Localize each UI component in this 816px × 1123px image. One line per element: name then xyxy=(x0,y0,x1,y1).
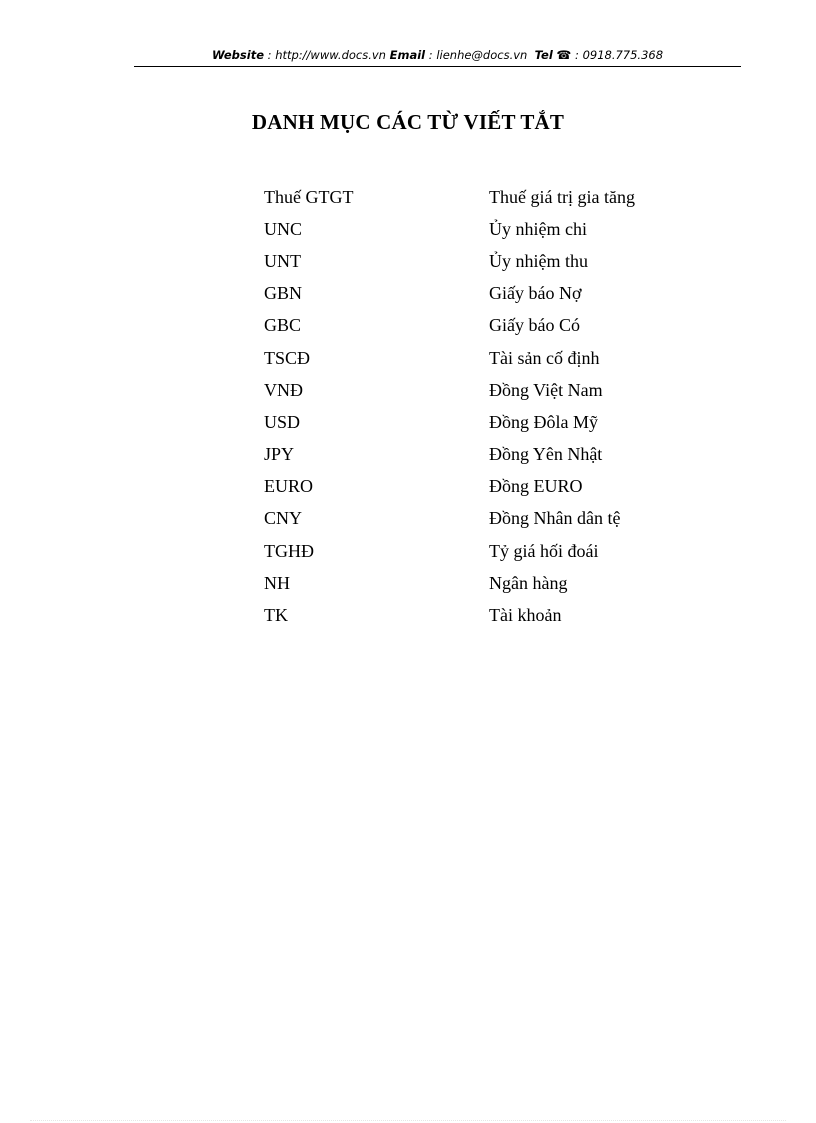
abbreviation-term: EURO xyxy=(264,476,313,497)
abbreviation-row xyxy=(264,535,684,567)
abbreviation-definition: Đồng Việt Nam xyxy=(489,379,603,400)
abbreviation-term: USD xyxy=(264,411,301,432)
email-label: Email xyxy=(389,48,426,62)
tel-label: Tel xyxy=(534,48,553,62)
abbreviation-list xyxy=(264,181,684,632)
abbreviation-definition: Ngân hàng xyxy=(489,572,568,593)
website-separator: : xyxy=(264,48,276,62)
abbreviation-term: GBC xyxy=(264,315,302,336)
page-header xyxy=(134,47,741,67)
abbreviation-row xyxy=(264,213,684,245)
abbreviation-row xyxy=(264,406,684,438)
abbreviation-term: CNY xyxy=(264,508,303,529)
abbreviation-term: VNĐ xyxy=(264,379,303,400)
abbreviation-row xyxy=(264,503,684,535)
abbreviation-definition: Ủy nhiệm thu xyxy=(489,250,588,271)
abbreviation-definition: Tài khoản xyxy=(489,605,562,626)
abbreviation-term: UNT xyxy=(264,250,301,271)
abbreviation-term: TSCĐ xyxy=(264,347,311,368)
phone-icon: ☎ xyxy=(556,48,572,62)
abbreviation-term: NH xyxy=(264,572,290,593)
abbreviation-row xyxy=(264,278,684,310)
abbreviation-definition: Đồng EURO xyxy=(489,476,583,497)
abbreviation-term: GBN xyxy=(264,283,303,304)
tel-number: 0918.775.368 xyxy=(582,48,664,62)
page-bottom-border xyxy=(30,1120,786,1121)
abbreviation-row xyxy=(264,342,684,374)
website-url[interactable]: http://www.docs.vn xyxy=(275,48,386,62)
abbreviation-row xyxy=(264,471,684,503)
abbreviation-definition: Đồng Nhân dân tệ xyxy=(489,508,621,529)
abbreviation-row xyxy=(264,374,684,406)
abbreviation-definition: Tỷ giá hối đoái xyxy=(489,540,599,561)
tel-separator: : xyxy=(571,48,583,62)
abbreviation-definition: Đồng Đôla Mỹ xyxy=(489,411,598,432)
abbreviation-row xyxy=(264,310,684,342)
website-label: Website xyxy=(211,48,265,62)
abbreviation-definition: Giấy báo Nợ xyxy=(489,283,582,304)
abbreviation-row xyxy=(264,599,684,631)
abbreviation-term: Thuế GTGT xyxy=(264,186,354,207)
abbreviation-definition: Giấy báo Có xyxy=(489,315,580,336)
abbreviation-term: UNC xyxy=(264,218,303,239)
abbreviation-term: TGHĐ xyxy=(264,540,314,561)
abbreviation-row xyxy=(264,567,684,599)
abbreviation-term: TK xyxy=(264,605,288,626)
abbreviation-term: JPY xyxy=(264,444,295,465)
abbreviation-definition: Tài sản cố định xyxy=(489,347,600,368)
abbreviation-row xyxy=(264,439,684,471)
email-address[interactable]: lienhe@docs.vn xyxy=(436,48,528,62)
abbreviation-definition: Ủy nhiệm chi xyxy=(489,218,587,239)
abbreviation-row xyxy=(264,181,684,213)
abbreviation-definition: Thuế giá trị gia tăng xyxy=(489,186,635,207)
abbreviation-definition: Đồng Yên Nhật xyxy=(489,444,603,465)
email-separator: : xyxy=(425,48,437,62)
page-title: DANH MỤC CÁC TỪ VIẾT TẮT xyxy=(251,110,565,134)
abbreviation-row xyxy=(264,245,684,277)
